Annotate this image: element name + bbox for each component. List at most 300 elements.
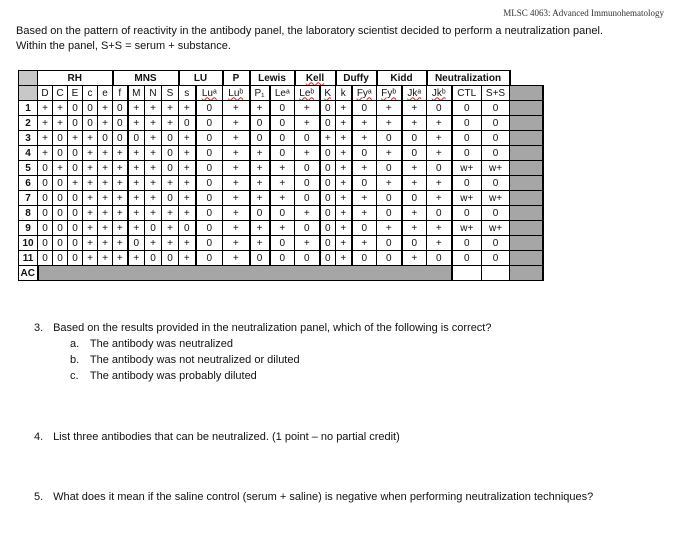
reaction-cell: + — [98, 251, 113, 266]
reaction-cell: + — [145, 161, 162, 176]
cell-number: 9 — [19, 221, 38, 236]
reaction-cell: + — [83, 191, 98, 206]
reaction-cell: 0 — [320, 251, 336, 266]
reaction-cell: 0 — [377, 191, 402, 206]
reaction-cell: 0 — [352, 251, 377, 266]
reaction-cell: 0 — [402, 236, 427, 251]
reaction-cell: + — [113, 176, 128, 191]
reaction-cell: + — [336, 131, 352, 146]
reaction-cell: + — [336, 236, 352, 251]
reaction-cell: + — [98, 206, 113, 221]
antigen-label: e — [102, 87, 108, 99]
reaction-cell: 0 — [83, 101, 98, 116]
reaction-cell: + — [250, 221, 270, 236]
reaction-cell: + — [98, 161, 113, 176]
reaction-cell: + — [179, 101, 196, 116]
reaction-cell: + — [402, 206, 427, 221]
reaction-cell: + — [352, 191, 377, 206]
reaction-cell: 0 — [452, 146, 482, 161]
reaction-cell: + — [128, 101, 145, 116]
antigen-header — [179, 86, 196, 101]
reaction-cell: + — [270, 161, 295, 176]
q3-option-a — [70, 338, 233, 350]
reaction-cell: + — [128, 206, 145, 221]
question-3 — [34, 322, 491, 334]
reaction-cell: + — [250, 176, 270, 191]
reaction-cell: 0 — [320, 221, 336, 236]
group-label: Lewis — [258, 72, 286, 84]
group-label: Kidd — [390, 72, 413, 84]
reaction-cell: + — [427, 146, 452, 161]
reaction-cell: 0 — [482, 236, 510, 251]
reaction-cell: 0 — [320, 191, 336, 206]
reaction-cell: 0 — [113, 131, 128, 146]
reaction-cell: + — [38, 116, 53, 131]
blank-cell — [510, 101, 543, 116]
reaction-cell: + — [162, 221, 179, 236]
reaction-cell: + — [402, 101, 427, 116]
reaction-cell: 0 — [270, 146, 295, 161]
reaction-cell: + — [145, 206, 162, 221]
reaction-cell: + — [427, 176, 452, 191]
reaction-cell: + — [402, 161, 427, 176]
blank-header-cell — [510, 86, 543, 101]
reaction-cell: 0 — [295, 191, 320, 206]
reaction-cell: 0 — [196, 101, 223, 116]
reaction-cell: 0 — [452, 131, 482, 146]
panel-antigen-row — [19, 86, 543, 101]
q3-option-b-text: The antibody was not neutralized or diluted — [89, 354, 300, 366]
antigen-header — [128, 86, 145, 101]
reaction-cell: + — [83, 161, 98, 176]
reaction-cell: + — [336, 191, 352, 206]
reaction-cell: + — [179, 206, 196, 221]
reaction-cell: + — [402, 251, 427, 266]
reaction-cell: + — [113, 251, 128, 266]
reaction-cell: 0 — [427, 161, 452, 176]
reaction-cell: 0 — [270, 131, 295, 146]
cell-number: 1 — [19, 101, 38, 116]
reaction-cell: + — [128, 116, 145, 131]
reaction-cell: 0 — [270, 116, 295, 131]
panel-row — [19, 146, 543, 161]
reaction-cell: 0 — [68, 116, 83, 131]
reaction-cell: 0 — [38, 251, 53, 266]
reaction-cell: 0 — [53, 206, 68, 221]
reaction-cell: w+ — [482, 161, 510, 176]
reaction-cell: 0 — [377, 251, 402, 266]
reaction-cell: + — [402, 221, 427, 236]
reaction-cell: + — [179, 251, 196, 266]
reaction-cell: + — [128, 221, 145, 236]
reaction-cell: 0 — [196, 131, 223, 146]
antigen-label: E — [71, 87, 79, 99]
blank-cell — [510, 251, 543, 266]
reaction-cell: + — [250, 191, 270, 206]
antigen-label: Leᵇ — [299, 87, 315, 99]
antigen-header — [250, 86, 270, 101]
question-4 — [34, 431, 400, 443]
reaction-cell: 0 — [452, 236, 482, 251]
reaction-cell: + — [223, 146, 250, 161]
group-header-kidd — [377, 71, 427, 86]
reaction-cell: + — [377, 221, 402, 236]
reaction-cell: + — [162, 236, 179, 251]
antigen-header — [53, 86, 68, 101]
q3-option-a-text: The antibody was neutralized — [89, 338, 233, 350]
reaction-cell: 0 — [295, 176, 320, 191]
reaction-cell: + — [336, 146, 352, 161]
reaction-cell: + — [377, 101, 402, 116]
antigen-label: Jkᵃ — [407, 87, 422, 99]
reaction-cell: + — [295, 206, 320, 221]
cell-number: 6 — [19, 176, 38, 191]
panel-group-header-row — [19, 71, 543, 86]
blank-cell — [510, 146, 543, 161]
reaction-cell: 0 — [128, 236, 145, 251]
antigen-header — [377, 86, 402, 101]
reaction-cell: + — [270, 191, 295, 206]
antigen-header — [320, 86, 336, 101]
reaction-cell: 0 — [352, 101, 377, 116]
antigen-header — [162, 86, 179, 101]
reaction-cell: + — [427, 116, 452, 131]
reaction-cell: 0 — [196, 161, 223, 176]
reaction-cell: 0 — [427, 101, 452, 116]
reaction-cell: + — [128, 176, 145, 191]
reaction-cell: + — [68, 131, 83, 146]
ac-blank-cell — [510, 266, 543, 281]
reaction-cell: + — [250, 236, 270, 251]
reaction-cell: + — [336, 206, 352, 221]
reaction-cell: 0 — [270, 101, 295, 116]
reaction-cell: + — [179, 161, 196, 176]
reaction-cell: + — [53, 116, 68, 131]
reaction-cell: + — [98, 146, 113, 161]
reaction-cell: + — [113, 221, 128, 236]
reaction-cell: 0 — [295, 221, 320, 236]
ac-label: AC — [19, 266, 38, 281]
reaction-cell: + — [38, 146, 53, 161]
reaction-cell: + — [128, 161, 145, 176]
reaction-cell: 0 — [270, 206, 295, 221]
reaction-cell: + — [98, 116, 113, 131]
antigen-header — [145, 86, 162, 101]
reaction-cell: + — [38, 101, 53, 116]
reaction-cell: 0 — [113, 101, 128, 116]
antigen-label: Luᵃ — [201, 87, 217, 99]
antigen-label: CTL — [457, 87, 477, 99]
course-header: MLSC 4063: Advanced Immunohematology — [503, 8, 664, 18]
reaction-cell: 0 — [68, 236, 83, 251]
intro-line-2: Within the panel, S+S = serum + substance. — [16, 40, 231, 52]
reaction-cell: + — [162, 206, 179, 221]
reaction-cell: 0 — [320, 101, 336, 116]
ac-empty-span — [38, 266, 452, 281]
reaction-cell: 0 — [162, 146, 179, 161]
reaction-cell: w+ — [452, 221, 482, 236]
antigen-label: Leᵃ — [274, 87, 290, 99]
reaction-cell: + — [38, 131, 53, 146]
panel-row — [19, 236, 543, 251]
reaction-cell: w+ — [452, 191, 482, 206]
reaction-cell: + — [179, 236, 196, 251]
reaction-cell: + — [427, 236, 452, 251]
question-5-number: 5. — [34, 491, 44, 503]
reaction-cell: + — [223, 176, 250, 191]
reaction-cell: + — [128, 251, 145, 266]
reaction-cell: 0 — [295, 251, 320, 266]
reaction-cell: 0 — [53, 236, 68, 251]
reaction-cell: + — [145, 146, 162, 161]
reaction-cell: 0 — [270, 251, 295, 266]
reaction-cell: + — [223, 236, 250, 251]
reaction-cell: 0 — [352, 146, 377, 161]
reaction-cell: w+ — [482, 221, 510, 236]
reaction-cell: + — [53, 161, 68, 176]
antigen-label: N — [149, 87, 157, 99]
reaction-cell: 0 — [320, 161, 336, 176]
cell-number: 11 — [19, 251, 38, 266]
reaction-cell: 0 — [320, 236, 336, 251]
reaction-cell: + — [377, 146, 402, 161]
reaction-cell: + — [402, 116, 427, 131]
reaction-cell: + — [427, 131, 452, 146]
panel-row — [19, 116, 543, 131]
reaction-cell: + — [179, 191, 196, 206]
reaction-cell: + — [98, 221, 113, 236]
group-header-duffy — [336, 71, 377, 86]
reaction-cell: 0 — [482, 131, 510, 146]
panel-row — [19, 176, 543, 191]
reaction-cell: + — [113, 146, 128, 161]
blank-cell — [510, 176, 543, 191]
reaction-cell: + — [320, 131, 336, 146]
reaction-cell: + — [295, 146, 320, 161]
cell-number: 8 — [19, 206, 38, 221]
reaction-cell: + — [427, 221, 452, 236]
reaction-cell: 0 — [38, 191, 53, 206]
reaction-cell: 0 — [196, 236, 223, 251]
reaction-cell: + — [162, 176, 179, 191]
reaction-cell: + — [83, 176, 98, 191]
reaction-cell: w+ — [482, 191, 510, 206]
reaction-cell: + — [223, 116, 250, 131]
reaction-cell: + — [223, 206, 250, 221]
reaction-cell: 0 — [452, 101, 482, 116]
antigen-header — [38, 86, 53, 101]
reaction-cell: 0 — [68, 101, 83, 116]
reaction-cell: + — [250, 161, 270, 176]
panel-row — [19, 131, 543, 146]
reaction-cell: + — [53, 101, 68, 116]
reaction-cell: 0 — [196, 176, 223, 191]
group-header-p — [223, 71, 250, 86]
panel-row — [19, 101, 543, 116]
reaction-cell: + — [250, 101, 270, 116]
reaction-cell: + — [352, 206, 377, 221]
antigen-corner-cell — [19, 86, 38, 101]
cell-number: 3 — [19, 131, 38, 146]
reaction-cell: + — [162, 116, 179, 131]
reaction-cell: 0 — [250, 206, 270, 221]
reaction-cell: + — [179, 176, 196, 191]
reaction-cell: 0 — [402, 146, 427, 161]
reaction-cell: + — [270, 176, 295, 191]
reaction-cell: 0 — [482, 146, 510, 161]
reaction-cell: + — [336, 116, 352, 131]
antigen-header — [427, 86, 452, 101]
reaction-cell: + — [83, 146, 98, 161]
reaction-cell: + — [352, 161, 377, 176]
reaction-cell: + — [223, 221, 250, 236]
reaction-cell: + — [270, 221, 295, 236]
cell-number: 2 — [19, 116, 38, 131]
reaction-cell: 0 — [482, 116, 510, 131]
reaction-cell: 0 — [427, 206, 452, 221]
reaction-cell: + — [223, 191, 250, 206]
question-4-text: List three antibodies that can be neutralized. (1 point – no partial credit) — [53, 431, 400, 443]
reaction-cell: 0 — [452, 206, 482, 221]
question-4-number: 4. — [34, 431, 44, 443]
panel-row — [19, 206, 543, 221]
blank-cell — [510, 236, 543, 251]
reaction-cell: 0 — [402, 131, 427, 146]
reaction-cell: 0 — [179, 116, 196, 131]
reaction-cell: + — [83, 221, 98, 236]
reaction-cell: 0 — [53, 146, 68, 161]
ac-ctl-cell — [452, 266, 482, 281]
group-label: P — [232, 72, 240, 84]
reaction-cell: + — [352, 131, 377, 146]
reaction-cell: 0 — [53, 191, 68, 206]
reaction-cell: 0 — [83, 116, 98, 131]
antigen-label: C — [56, 87, 64, 99]
antigen-label: Jkᵇ — [431, 87, 446, 99]
reaction-cell: 0 — [128, 131, 145, 146]
reaction-cell: 0 — [179, 221, 196, 236]
reaction-cell: 0 — [38, 161, 53, 176]
reaction-cell: 0 — [162, 251, 179, 266]
cell-number: 5 — [19, 161, 38, 176]
group-header-rh — [38, 71, 113, 86]
antigen-label: Luᵇ — [228, 87, 244, 99]
reaction-cell: + — [145, 191, 162, 206]
panel-row — [19, 191, 543, 206]
blank-cell — [510, 116, 543, 131]
q3-option-b-letter: b. — [70, 354, 80, 366]
reaction-cell: 0 — [145, 221, 162, 236]
reaction-cell: + — [223, 131, 250, 146]
group-label: Duffy — [343, 72, 369, 84]
panel-ac-row — [19, 266, 543, 281]
antigen-header — [98, 86, 113, 101]
reaction-cell: 0 — [377, 161, 402, 176]
antigen-label: f — [118, 87, 122, 99]
reaction-cell: + — [179, 146, 196, 161]
reaction-cell: 0 — [452, 176, 482, 191]
reaction-cell: 0 — [68, 191, 83, 206]
reaction-cell: 0 — [98, 131, 113, 146]
reaction-cell: 0 — [482, 101, 510, 116]
reaction-cell: + — [377, 116, 402, 131]
antigen-label: P₁ — [254, 87, 265, 99]
reaction-cell: 0 — [377, 206, 402, 221]
reaction-cell: + — [223, 161, 250, 176]
antigen-header — [223, 86, 250, 101]
group-header-neutralization — [427, 71, 510, 86]
antigen-label: k — [340, 87, 346, 99]
blank-cell — [510, 221, 543, 236]
reaction-cell: 0 — [196, 206, 223, 221]
reaction-cell: + — [352, 116, 377, 131]
question-3-text: Based on the results provided in the neutralization panel, which of the following is correct? — [53, 322, 492, 334]
reaction-cell: + — [98, 191, 113, 206]
blank-cell — [510, 161, 543, 176]
reaction-cell: 0 — [113, 116, 128, 131]
q3-option-c-letter: c. — [70, 370, 79, 382]
reaction-cell: + — [336, 176, 352, 191]
reaction-cell: 0 — [320, 146, 336, 161]
reaction-cell: 0 — [68, 251, 83, 266]
reaction-cell: + — [336, 251, 352, 266]
reaction-cell: + — [145, 236, 162, 251]
antigen-header — [336, 86, 352, 101]
reaction-cell: 0 — [38, 221, 53, 236]
group-label: Neutralization — [434, 72, 502, 84]
reaction-cell: 0 — [320, 116, 336, 131]
reaction-cell: + — [113, 206, 128, 221]
reaction-cell: + — [223, 251, 250, 266]
reaction-cell: 0 — [162, 161, 179, 176]
antigen-label: Fyᵃ — [356, 87, 372, 99]
blank-cell — [510, 191, 543, 206]
cell-number: 7 — [19, 191, 38, 206]
blank-cell — [510, 206, 543, 221]
antigen-header — [452, 86, 482, 101]
reaction-cell: 0 — [377, 131, 402, 146]
reaction-cell: + — [113, 161, 128, 176]
reaction-cell: + — [295, 101, 320, 116]
reaction-cell: 0 — [53, 176, 68, 191]
reaction-cell: + — [427, 191, 452, 206]
antigen-label: S — [166, 87, 174, 99]
panel-row — [19, 161, 543, 176]
reaction-cell: 0 — [53, 221, 68, 236]
reaction-cell: 0 — [427, 251, 452, 266]
reaction-cell: 0 — [320, 206, 336, 221]
reaction-cell: + — [336, 101, 352, 116]
reaction-cell: 0 — [68, 146, 83, 161]
reaction-cell: 0 — [250, 116, 270, 131]
group-label: LU — [193, 72, 208, 84]
reaction-cell: 0 — [162, 131, 179, 146]
group-header-lu — [179, 71, 223, 86]
reaction-cell: 0 — [352, 221, 377, 236]
antigen-label: s — [184, 87, 190, 99]
corner-cell — [19, 71, 38, 86]
reaction-cell: + — [98, 176, 113, 191]
reaction-cell: + — [83, 236, 98, 251]
reaction-cell: 0 — [196, 251, 223, 266]
reaction-cell: + — [250, 146, 270, 161]
reaction-cell: + — [336, 221, 352, 236]
reaction-cell: 0 — [68, 221, 83, 236]
reaction-cell: 0 — [295, 161, 320, 176]
question-5-text: What does it mean if the saline control (serum + saline) is negative when performing neutralization techniques? — [53, 491, 594, 503]
reaction-cell: + — [98, 101, 113, 116]
antigen-header — [83, 86, 98, 101]
